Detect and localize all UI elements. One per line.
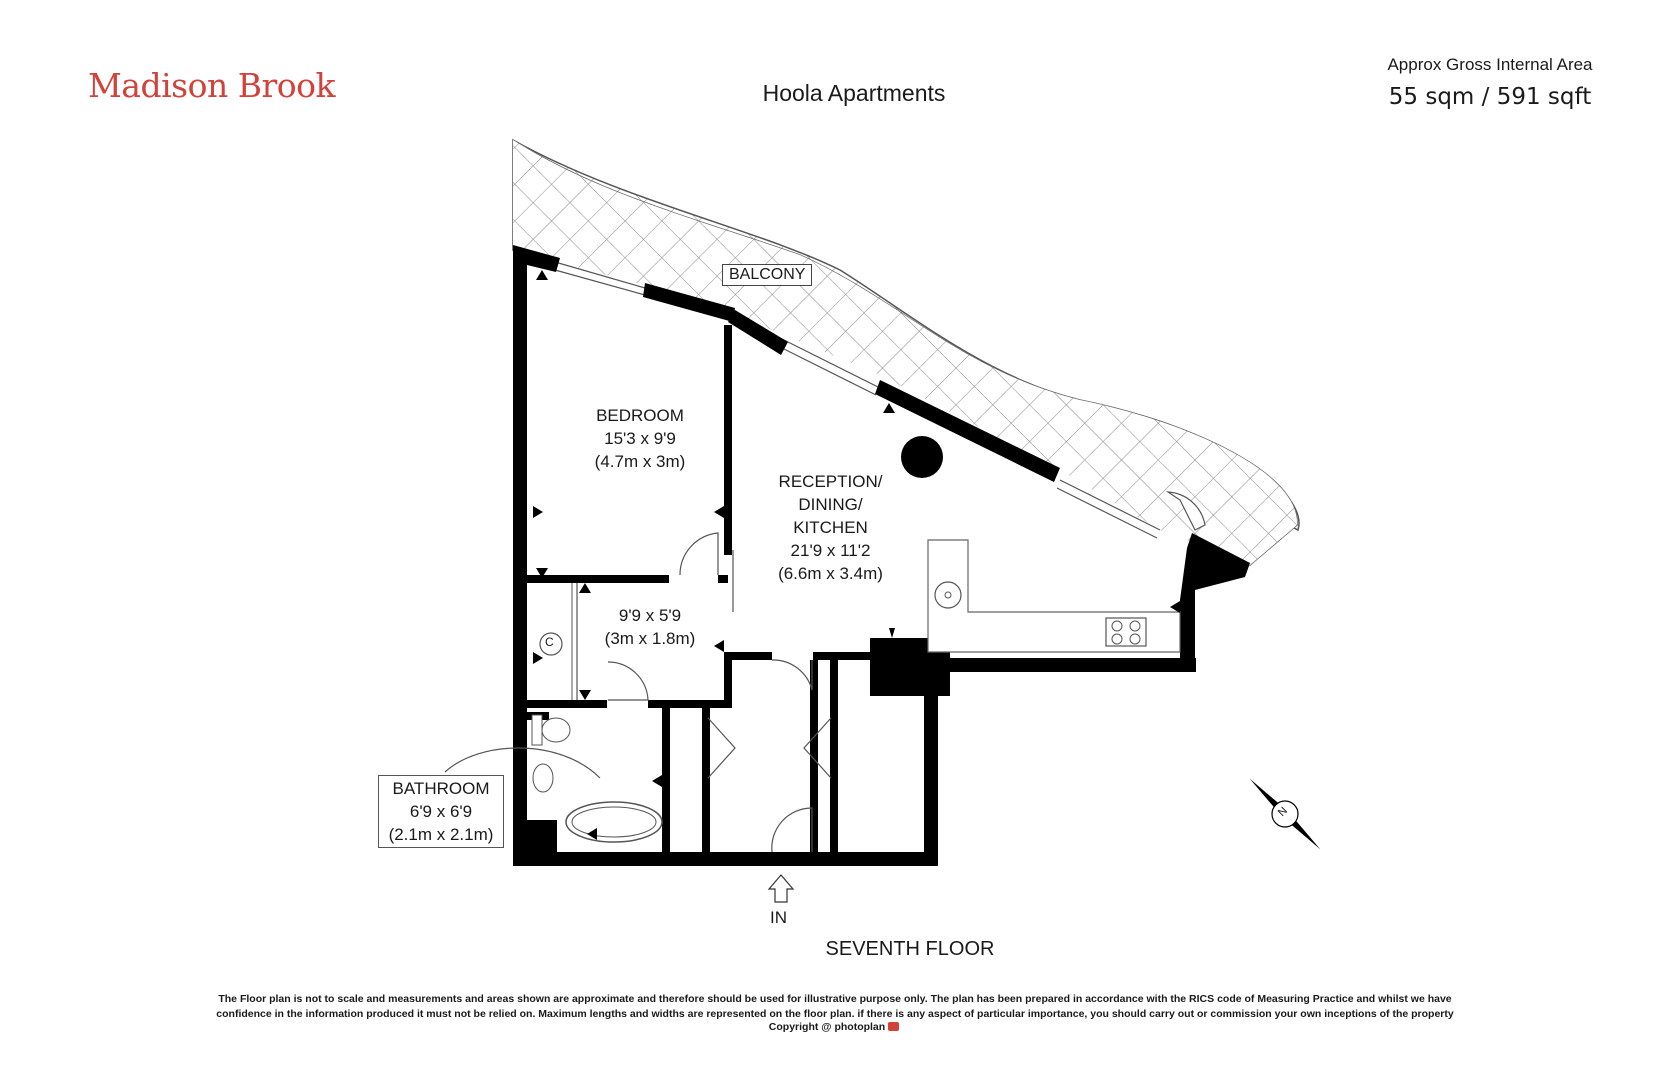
bathtub-inner [572, 807, 656, 837]
floor-label: SEVENTH FLOOR [825, 938, 995, 960]
hob [1106, 618, 1146, 646]
bedroom-name: BEDROOM [596, 406, 684, 425]
area-value: 55 sqm / 591 sqft [1388, 84, 1592, 110]
disclaimer [120, 992, 1550, 1022]
camera-icon [888, 1022, 899, 1031]
reception-name-2: DINING/ [798, 495, 863, 514]
entrance-arrow-icon [769, 875, 793, 902]
bathroom-label [378, 775, 504, 848]
balcony-label: BALCONY [722, 264, 812, 286]
reception-label [748, 470, 913, 585]
provider-name: photoplan [834, 1021, 886, 1033]
copyright-text: Copyright @ [768, 1021, 832, 1033]
bathroom-name: BATHROOM [392, 779, 490, 798]
hall-imperial: 9'9 x 5'9 [618, 606, 682, 625]
disclaimer-line-1: The Floor plan is not to scale and measurements and areas shown are approximate and therefore should be used for illustrative purpose only. The plan has been prepared in accordance with the RICS code of Measuring Practice and whilst we have [218, 993, 1452, 1005]
compass-label: N [1275, 804, 1291, 820]
property-title: Hoola Apartments [762, 80, 946, 106]
copyright [0, 1021, 1668, 1033]
cupboard-label: C [545, 635, 554, 649]
hall-label [580, 604, 720, 650]
bathroom-metric: (2.1m x 2.1m) [388, 825, 494, 844]
reception-imperial: 21'9 x 11'2 [790, 541, 871, 560]
area-label: Approx Gross Internal Area [1387, 55, 1593, 74]
bedroom-metric: (4.7m x 3m) [594, 452, 686, 471]
toilet-cistern [532, 715, 542, 745]
disclaimer-line-2: confidence in the information produced it must not be relied on. Maximum lengths and widths are represented on the floor plan. if there is any aspect of particular importance, you should carry out or commission your own inceptions of the property [216, 1008, 1454, 1020]
basin [533, 764, 553, 792]
reception-metric: (6.6m x 3.4m) [778, 564, 883, 583]
toilet [542, 718, 570, 742]
bedroom-imperial: 15'3 x 9'9 [604, 429, 676, 448]
bedroom-label [560, 404, 720, 473]
bathroom-imperial: 6'9 x 6'9 [409, 802, 473, 821]
entrance-label: IN [770, 908, 787, 927]
reception-name-1: RECEPTION/ [778, 472, 883, 491]
reception-name-3: KITCHEN [793, 518, 868, 537]
hall-metric: (3m x 1.8m) [604, 629, 696, 648]
brand-logo: Madison Brook [88, 66, 335, 105]
sink-drain [945, 592, 951, 598]
